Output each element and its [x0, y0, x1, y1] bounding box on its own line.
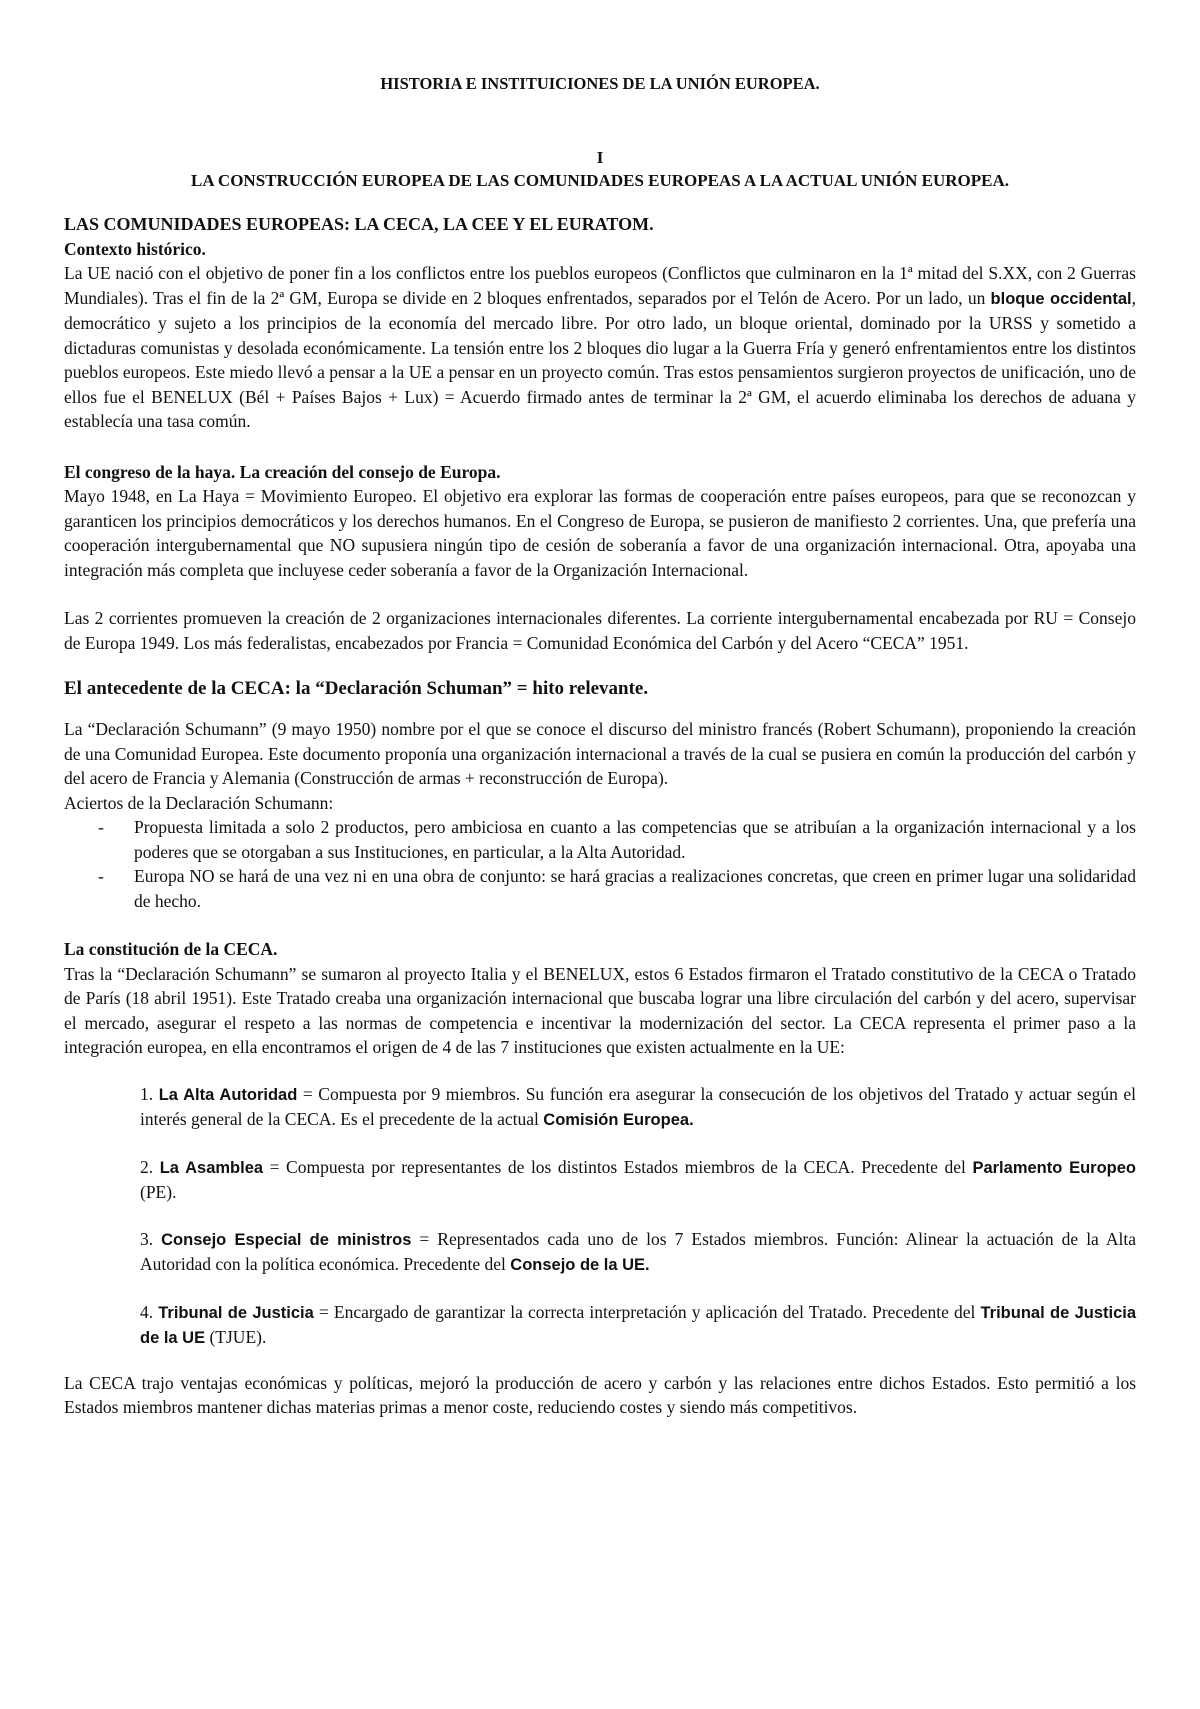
bold-bloque-occidental: bloque occidental: [990, 289, 1132, 308]
list-item: - Propuesta limitada a solo 2 productos, pero ambiciosa en cuanto a las competencias que se atribuían a la organización internacional y a los poderes que se otorgaban a sus Instituciones, en particular, a la Alta Autoridad.: [134, 815, 1136, 864]
institution-successor: Parlamento Europeo: [972, 1158, 1137, 1177]
chapter-title: LA CONSTRUCCIÓN EUROPEA DE LAS COMUNIDADES EUROPEAS A LA ACTUAL UNIÓN EUROPEA.: [190, 170, 1010, 190]
institution-tail: (PE).: [140, 1182, 177, 1202]
section-title-schuman: El antecedente de la CECA: la “Declaración Schuman” = hito relevante.: [64, 678, 649, 699]
institution-number: 2.: [140, 1156, 160, 1177]
institution-name: La Asamblea: [159, 1158, 264, 1177]
institution-number: 1.: [140, 1083, 159, 1104]
institution-name: Consejo Especial de ministros: [161, 1230, 412, 1249]
subtitle-contexto: Contexto histórico.: [64, 238, 206, 259]
section-title-constitucion: La constitución de la CECA.: [64, 939, 278, 959]
institution-item-tribunal: [140, 1300, 1136, 1351]
institution-text: = Encargado de garantizar la correcta interpretación y aplicación del Tratado. Precedente del: [313, 1301, 981, 1322]
institution-item-consejo: [140, 1227, 1136, 1278]
paragraph-schuman: La “Declaración Schumann” (9 mayo 1950) nombre por el que se conoce el discurso del ministro francés (Robert Schumann), proponiendo la creación de una Comunidad Europea. Este documento proponía una organización internacional a través de la cual se pusiera en común la producción del carbón y del acero de Francia y Alemania (Construcción de armas + reconstrucción de Europa).: [64, 719, 1136, 788]
institution-name: Tribunal de Justicia: [158, 1303, 314, 1322]
section-title-haya: El congreso de la haya. La creación del consejo de Europa.: [64, 461, 501, 482]
institution-successor: Tribunal de Justicia de la UE: [140, 1303, 1137, 1347]
aciertos-list: [64, 815, 1136, 913]
paragraph-constitucion: Tras la “Declaración Schumann” se sumaron al proyecto Italia y el BENELUX, estos 6 Estados firmaron el Tratado constitutivo de la CECA o Tratado de París (18 abril 1951). Este Tratado creaba una organización internacional que buscaba lograr una libre circulación del carbón y del acero, supervisar el mercado, asegurar el respeto a las normas de competencia e incentivar la modernización del sector. La CECA representa el primer paso a la integración europea, en ella encontramos el origen de 4 de las 7 instituciones que existen actualmente en la UE:: [64, 963, 1136, 1057]
institution-successor: Comisión Europea.: [543, 1111, 694, 1129]
document-title: HISTORIA E INSTITUICIONES DE LA UNIÓN EUROPEA.: [380, 74, 820, 93]
institution-number: 4.: [140, 1301, 159, 1322]
paragraph-conclusion: La CECA trajo ventajas económicas y políticas, mejoró la producción de acero y carbón y las relaciones entre dichos Estados. Esto permitió a los Estados miembros mantener dichas materias primas a menor coste, reduciendo costes y siendo más competitivos.: [64, 1372, 1136, 1417]
institution-text: = Representados cada uno de los 7 Estados miembros. Función: Alinear la actuación de la Alta Autoridad con la política económica. Precedente del: [140, 1228, 1136, 1274]
institution-tail: (TJUE).: [205, 1327, 267, 1347]
chapter-number: I: [596, 147, 604, 167]
paragraph-contexto-part2: , democrático y sujeto a los principios de la economía del mercado libre. Por otro lado, un bloque oriental, dominado por la URSS y sometido a dictaduras comunistas y desolada económicamente. La tensión entre los 2 bloques dio lugar a la Guerra Fría y generó enfrentamientos entre los distintos pueblos europeos. Este miedo llevó a pensar a la UE a pensar en un proyecto común. Tras estos pensamientos surgieron proyectos de unificación, uno de ellos fue el BENELUX (Bél + Países Bajos + Lux) = Acuerdo firmado antes de terminar la 2ª GM, el acuerdo eliminaba los derechos de aduana y establecía una tasa común.: [64, 287, 1136, 431]
paragraph-haya-2: Las 2 corrientes promueven la creación de 2 organizaciones internacionales diferentes. La corriente intergubernamental encabezada por RU = Consejo de Europa 1949. Los más federalistas, encabezados por Francia = Comunidad Económica del Carbón y del Acero “CECA” 1951.: [64, 608, 1136, 653]
paragraph-contexto: [64, 261, 1136, 434]
institution-item-alta-autoridad: [140, 1082, 1136, 1133]
institution-successor: Consejo de la UE.: [510, 1256, 650, 1274]
paragraph-contexto-part1: La UE nació con el objetivo de poner fin a los conflictos entre los pueblos europeos (Conflictos que culminaron en la 1ª mitad del S.XX, con 2 Guerras Mundiales). Tras el fin de la 2ª GM, Europa se divide en 2 bloques enfrentados, separados por el Telón de Acero. Por un lado, un: [64, 263, 1136, 308]
institution-name: La Alta Autoridad: [158, 1085, 298, 1104]
institution-item-asamblea: [140, 1155, 1136, 1205]
institution-number: 3.: [140, 1228, 162, 1249]
institution-text: = Compuesta por 9 miembros. Su función era asegurar la consecución de los objetivos del Tratado y actuar según el interés general de la CECA. Es el precedente de la actual: [140, 1083, 1137, 1129]
institution-text: = Compuesta por representantes de los distintos Estados miembros de la CECA. Precedente del: [263, 1156, 973, 1177]
list-item: - Europa NO se hará de una vez ni en una obra de conjunto: se hará gracias a realizaciones concretas, que creen en primer lugar una solidaridad de hecho.: [134, 864, 1136, 913]
section-title-comunidades: LAS COMUNIDADES EUROPEAS: LA CECA, LA CEE Y EL EURATOM.: [64, 213, 654, 234]
paragraph-haya-1: Mayo 1948, en La Haya = Movimiento Europeo. El objetivo era explorar las formas de cooperación entre países europeos, para que se reconozcan y garanticen los principios democráticos y los derechos humanos. En el Congreso de Europa, se pusieron de manifiesto 2 corrientes. Una, que prefería una cooperación intergubernamental que NO supusiera ningún tipo de cesión de soberanía a favor de una organización internacional. Otra, apoyaba una integración más completa que incluyese ceder soberanía a favor de la Organización Internacional.: [64, 486, 1136, 580]
aciertos-label: Aciertos de la Declaración Schumann:: [64, 792, 334, 813]
